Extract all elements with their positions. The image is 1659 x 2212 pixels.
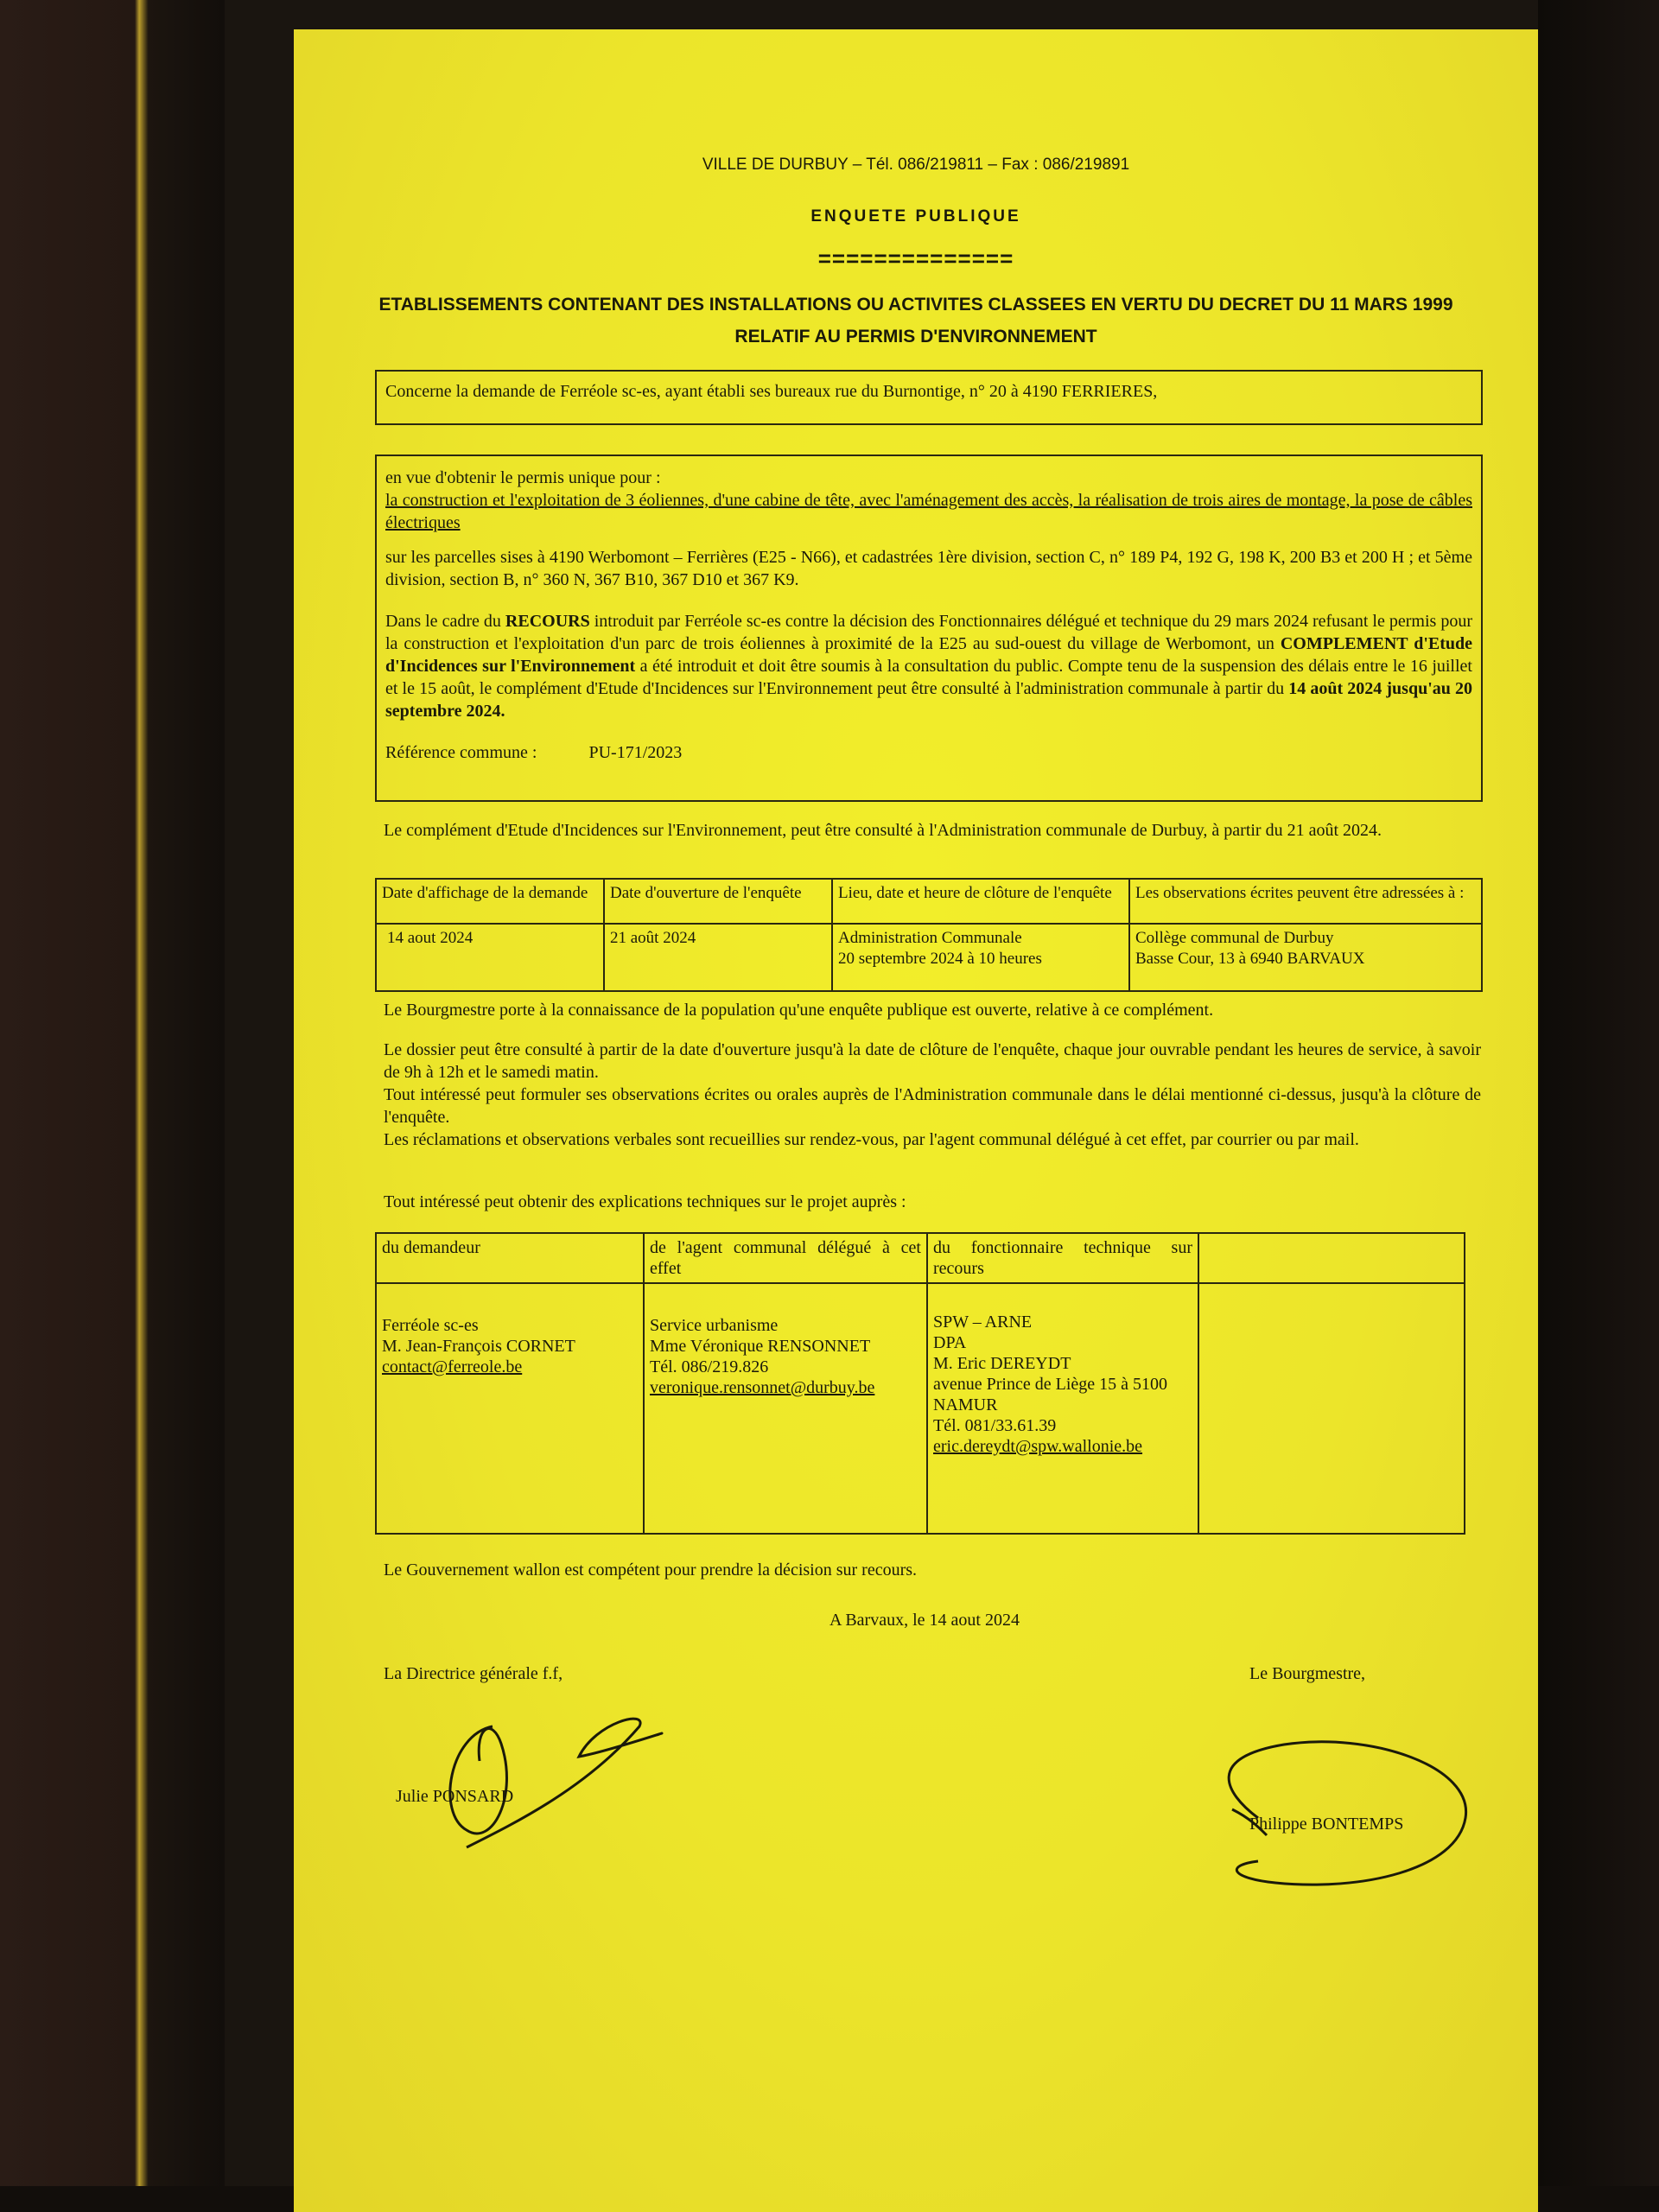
schedule-header-closing: Lieu, date et heure de clôture de l'enquête — [832, 879, 1129, 924]
closing-datetime: 20 septembre 2024 à 10 heures — [838, 950, 1042, 968]
official-email-link[interactable]: eric.dereydt@spw.wallonie.be — [933, 1437, 1143, 1456]
procedure-block — [384, 1039, 1481, 1151]
recours-keyword: RECOURS — [505, 612, 590, 631]
title-line-2: RELATIF AU PERMIS D'ENVIRONNEMENT — [734, 327, 1097, 346]
director-title: La Directrice générale f.f, — [384, 1664, 563, 1683]
schedule-header-row — [376, 879, 1482, 924]
announcement-para: Le Bourgmestre porte à la connaissance de la population qu'une enquête publique est ouverte, relative à ce complément. — [384, 1001, 1214, 1020]
official-dept: DPA — [933, 1333, 967, 1352]
applicant-box — [375, 370, 1483, 425]
applicant-person: M. Jean-François CORNET — [382, 1337, 575, 1356]
place-date: A Barvaux, le 14 aout 2024 — [830, 1611, 1020, 1630]
consultation-hours-para: Le dossier peut être consulté à partir de la date d'ouverture jusqu'à la date de clôture de l'enquête, chaque jour ouvrable pendant les heures de service, à savoir de 9h à 12h et le samedi matin. — [384, 1040, 1481, 1082]
explanations-para: Tout intéressé peut obtenir des explications techniques sur le projet auprès : — [384, 1192, 906, 1211]
applicant-contact — [376, 1283, 644, 1534]
display-date: 14 aout 2024 — [376, 924, 604, 991]
closing-cell — [832, 924, 1129, 991]
notice-subtitle: ENQUETE PUBLIQUE — [810, 207, 1021, 226]
permit-recours: Dans le cadre du RECOURS introduit par Ferréole sc-es contre la décision des Fonctionnaires délégué et technique du 29 mars 2024 refusant le permis pour la construction et l'exploitation d'un parc de trois éoliennes à proximité de la E25 au sud-ouest du village de Werbomont, un COMPLEMENT d'Etude d'Incidences sur l'Environnement a été introduit et doit être soumis à la consultation du public. Compte tenu de la suspension des délais entre le 16 juillet et le 15 août, le complément d'Etude d'Incidences sur l'Environnement peut être consulté à l'administration communale à partir du 14 août 2024 jusqu'au 20 septembre 2024. — [385, 612, 1473, 721]
contacts-table — [375, 1232, 1465, 1535]
address-street: Basse Cour, 13 à 6940 BARVAUX — [1135, 950, 1365, 968]
consultation-period: 14 août 2024 jusqu'au 20 septembre 2024. — [385, 679, 1473, 721]
title-rule: ============== — [817, 245, 1014, 271]
schedule-header-address: Les observations écrites peuvent être adressées à : — [1129, 879, 1482, 924]
complement-keyword: COMPLEMENT d'Etude d'Incidences sur l'Environnement — [385, 634, 1473, 676]
director-signature — [432, 1675, 691, 1882]
verbal-claims-para: Les réclamations et observations verbales sont recueillies sur rendez-vous, par l'agent communal délégué à cet effet, par courrier ou par mail. — [384, 1130, 1359, 1149]
contacts-header-empty — [1198, 1233, 1465, 1283]
schedule-header-display: Date d'affichage de la demande — [376, 879, 604, 924]
board-frame-right — [1538, 0, 1659, 2212]
address-cell — [1129, 924, 1482, 991]
official-street: avenue Prince de Liège 15 à 5100 — [933, 1375, 1168, 1394]
contacts-header-applicant: du demandeur — [376, 1233, 644, 1283]
contacts-row — [376, 1283, 1465, 1534]
notice-sheet — [294, 29, 1538, 2212]
reference-label: Référence commune : — [385, 743, 537, 762]
agent-email-link[interactable]: veronique.rensonnet@durbuy.be — [650, 1378, 875, 1397]
schedule-row — [376, 924, 1482, 991]
permit-parcels: sur les parcelles sises à 4190 Werbomont – Ferrières (E25 - N66), et cadastrées 1ère division, section C, n° 189 P4, 192 G, 198 K, 200 B3 et 200 H ; et 5ème division, section B, n° 360 N, 367 B10, 367 D10 et 367 K9. — [385, 548, 1472, 589]
mayor-title: Le Bourgmestre, — [1249, 1664, 1366, 1683]
agent-person: Mme Véronique RENSONNET — [650, 1337, 871, 1356]
official-city: NAMUR — [933, 1395, 998, 1414]
contacts-header-agent: de l'agent communal délégué à cet effet — [644, 1233, 927, 1283]
official-phone: Tél. 081/33.61.39 — [933, 1416, 1057, 1435]
applicant-text: Concerne la demande de Ferréole sc-es, ayant établi ses bureaux rue du Burnontige, n° 20 à 4190 FERRIERES, — [385, 382, 1158, 401]
permit-intro: en vue d'obtenir le permis unique pour : — [385, 468, 661, 487]
address-name: Collège communal de Durbuy — [1135, 929, 1334, 947]
agent-contact — [644, 1283, 927, 1534]
schedule-table — [375, 878, 1483, 992]
observations-para: Tout intéressé peut formuler ses observations écrites ou orales auprès de l'Administration communale dans le délai mentionné ci-dessus, jusqu'à la clôture de l'enquête. — [384, 1085, 1481, 1127]
official-contact — [927, 1283, 1198, 1534]
official-org: SPW – ARNE — [933, 1313, 1033, 1332]
agent-phone: Tél. 086/219.826 — [650, 1357, 769, 1376]
reference-line — [385, 741, 1472, 764]
director-name: Julie PONSARD — [396, 1787, 514, 1806]
consultation-note: Le complément d'Etude d'Incidences sur l'Environnement, peut être consulté à l'Administration communale de Durbuy, à partir du 21 août 2024. — [384, 821, 1382, 840]
permit-object: la construction et l'exploitation de 3 éoliennes, d'une cabine de tête, avec l'aménagement des accès, la réalisation de trois aires de montage, la pose de câbles électriques — [385, 491, 1472, 532]
government-note: Le Gouvernement wallon est compétent pour prendre la décision sur recours. — [384, 1560, 918, 1580]
title-line-1: ETABLISSEMENTS CONTENANT DES INSTALLATIONS OU ACTIVITES CLASSEES EN VERTU DU DECRET DU 11 MARS 1999 — [378, 295, 1453, 315]
agent-service: Service urbanisme — [650, 1316, 779, 1335]
permit-box — [375, 454, 1483, 802]
closing-place: Administration Communale — [838, 929, 1022, 947]
applicant-email-link[interactable]: contact@ferreole.be — [382, 1357, 523, 1376]
municipality-line: VILLE DE DURBUY – Tél. 086/219811 – Fax : 086/219891 — [702, 156, 1130, 174]
schedule-header-opening: Date d'ouverture de l'enquête — [604, 879, 832, 924]
mayor-signature — [1163, 1706, 1474, 1913]
applicant-company: Ferréole sc-es — [382, 1316, 479, 1335]
official-person: M. Eric DEREYDT — [933, 1354, 1071, 1373]
board-frame-left — [0, 0, 225, 2212]
mayor-name: Philippe BONTEMPS — [1249, 1815, 1404, 1834]
contacts-header-official: du fonctionnaire technique sur recours — [927, 1233, 1198, 1283]
notice-title — [294, 289, 1538, 353]
contacts-empty-cell — [1198, 1283, 1465, 1534]
reference-value: PU-171/2023 — [588, 743, 683, 762]
contacts-header-row — [376, 1233, 1465, 1283]
opening-date: 21 août 2024 — [604, 924, 832, 991]
